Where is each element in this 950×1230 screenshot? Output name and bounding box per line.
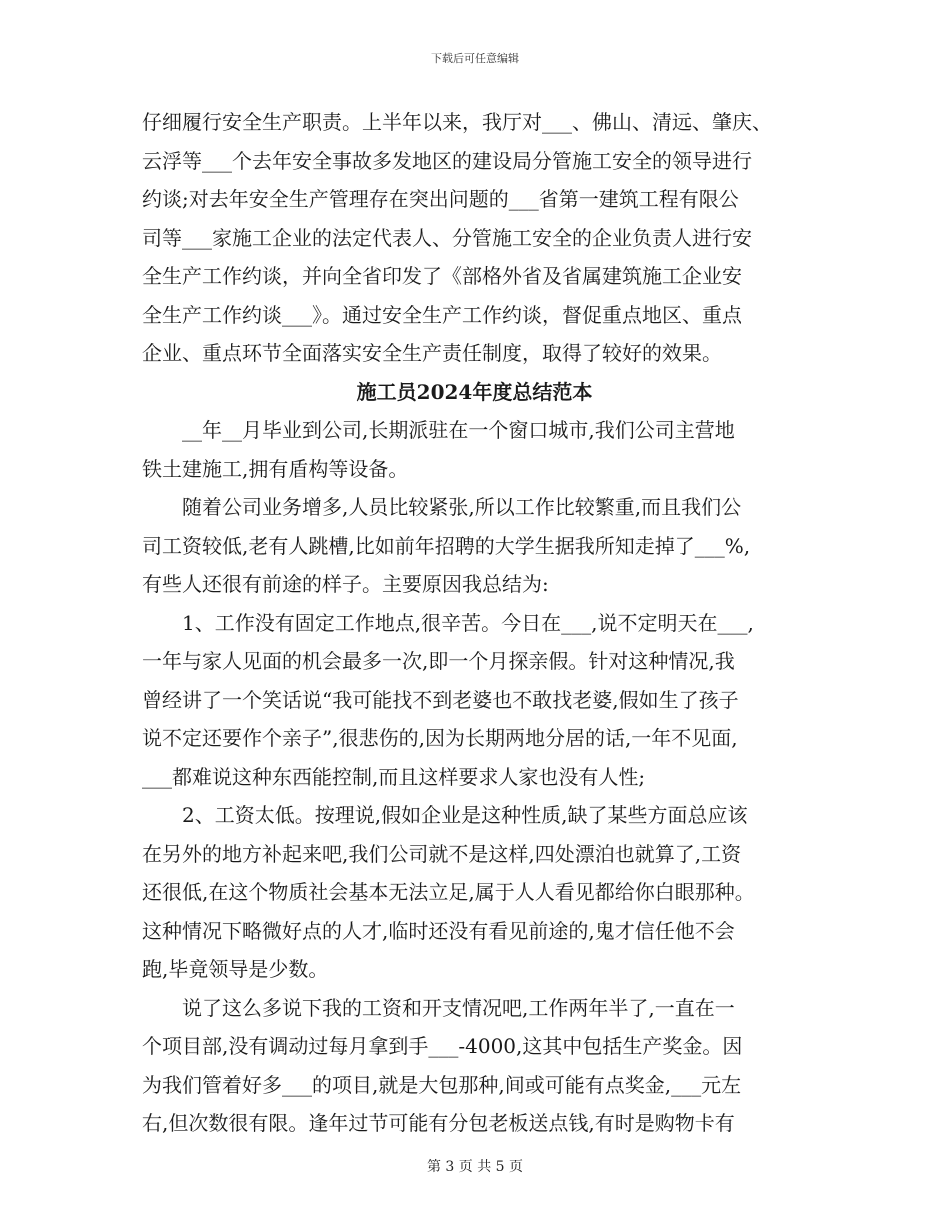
paragraph-line: ___都难说这种东西能控制,而且这样要求人家也没有人性;	[142, 764, 646, 789]
paragraph-line: 一年与家人见面的机会最多一次,即一个月探亲假。针对这种情况,我	[142, 649, 735, 673]
page-number: 第 3 页 共 5 页	[426, 1159, 524, 1175]
paragraph-line: 跑,毕竟领导是少数。	[142, 957, 329, 981]
paragraph-line: 企业、重点环节全面落实安全生产责任制度，取得了较好的效果。	[142, 341, 722, 365]
paragraph-line: 1、工作没有固定工作地点,很辛苦。今日在___,说不定明天在___,	[182, 610, 754, 635]
paragraph-line: 仔细履行安全生产职责。上半年以来，我厅对___、佛山、清远、肇庆、	[142, 110, 772, 134]
document-body	[142, 103, 807, 1143]
paragraph-line: 这种情况下略微好点的人才,临时还没有看见前途的,鬼才信任他不会	[142, 918, 735, 943]
paragraph-line: 说不定还要作个亲子”,很悲伤的,因为长期两地分居的话,一年不见面,	[142, 726, 738, 750]
paragraph-line: 为我们管着好多___的项目,就是大包那种,间或可能有点奖金,___元左	[142, 1072, 742, 1097]
paragraph-line: 在另外的地方补起来吧,我们公司就不是这样,四处漂泊也就算了,工资	[142, 841, 742, 866]
paragraph-line: 司等___家施工企业的法定代表人、分管施工安全的企业负责人进行安	[142, 225, 752, 250]
paragraph-line: 有些人还很有前途的样子。主要原因我总结为:	[142, 572, 549, 596]
paragraph-line: 约谈;对去年安全生产管理存在突出问题的___省第一建筑工程有限公	[142, 187, 739, 211]
paragraph-line: 个项目部,没有调动过每月拿到手___-4000,这其中包括生产奖金。因	[142, 1034, 743, 1058]
paragraph-line: 司工资较低,老有人跳槽,比如前年招聘的大学生据我所知走掉了___%,	[142, 533, 751, 558]
paragraph-line: 铁土建施工,拥有盾构等设备。	[142, 456, 409, 481]
paragraph-line: 云浮等___个去年安全事故多发地区的建设局分管施工安全的领导进行	[142, 148, 752, 173]
section-title: 施工员2024年度总结范本	[356, 379, 593, 404]
paragraph-line: __年__月毕业到公司,长期派驻在一个窗口城市,我们公司主营地	[182, 418, 735, 442]
paragraph-line: 全生产工作约谈，并向全省印发了《部格外省及省属建筑施工企业安	[142, 264, 742, 288]
paragraph-line: 全生产工作约谈___》。通过安全生产工作约谈，督促重点地区、重点	[142, 302, 742, 327]
page-header: 下载后可任意编辑	[431, 52, 519, 65]
paragraph-line: 曾经讲了一个笑话说“我可能找不到老婆也不敢找老婆,假如生了孩子	[142, 687, 739, 712]
paragraph-line: 说了这么多说下我的工资和开支情况吧,工作两年半了,一直在一	[182, 995, 735, 1020]
paragraph-line: 随着公司业务增多,人员比较紧张,所以工作比较繁重,而且我们公	[182, 495, 742, 519]
paragraph-line: 2、工资太低。按理说,假如企业是这种性质,缺了某些方面总应该	[182, 803, 748, 827]
paragraph-line: 还很低,在这个物质社会基本无法立足,属于人人看见都给你白眼那种。	[142, 880, 755, 904]
paragraph-line: 右,但次数很有限。逢年过节可能有分包老板送点钱,有时是购物卡有	[142, 1111, 735, 1135]
